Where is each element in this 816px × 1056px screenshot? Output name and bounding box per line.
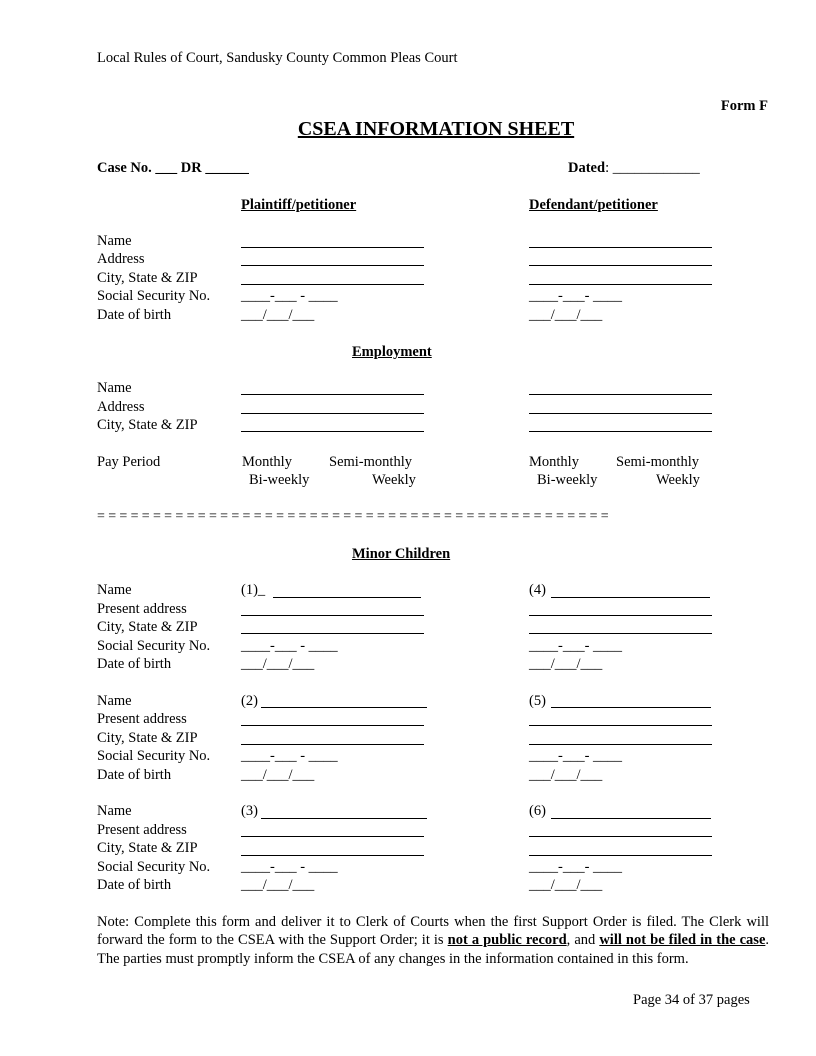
- child-2-number: (2): [241, 693, 258, 709]
- note-text-1: Note: Complete this form and deliver it to Clerk of Courts when the first Support Order is filed. The Clerk will forward the form to the CSEA with the Support Order; it is: [97, 914, 769, 949]
- note-text-3: . The parties must promptly inform the CSEA of any changes in the information contained in this form.: [97, 932, 770, 967]
- dated-field: [568, 160, 700, 176]
- child-5-address-line[interactable]: [529, 725, 712, 726]
- note-emphasis-not-public: not a public record: [447, 932, 567, 949]
- defendant-pay-monthly[interactable]: Monthly: [529, 454, 579, 470]
- child-3-ssn-field[interactable]: ____-___ - ____: [241, 859, 338, 875]
- child-4-dob-field[interactable]: ___/___/___: [529, 656, 603, 672]
- defendant-ssn-field[interactable]: ____-___- ____: [529, 288, 623, 304]
- pay-period-label: Pay Period: [97, 454, 161, 470]
- plaintiff-ssn-field[interactable]: ____-___ - ____: [241, 288, 338, 304]
- defendant-employer-address-line[interactable]: [529, 413, 712, 414]
- dated-value: : ____________: [605, 160, 700, 176]
- defendant-employer-name-line[interactable]: [529, 394, 712, 395]
- child-3-name-line[interactable]: [261, 818, 427, 819]
- note-paragraph: [97, 913, 769, 968]
- plaintiff-employer-address-line[interactable]: [241, 413, 424, 414]
- plaintiff-heading: Plaintiff/petitioner: [241, 197, 357, 213]
- child-6-ssn-field[interactable]: ____-___- ____: [529, 859, 623, 875]
- employment-heading: Employment: [352, 344, 432, 360]
- child-5-name-line[interactable]: [551, 707, 711, 708]
- child-5-number: (5): [529, 693, 546, 709]
- party-dob-label: Date of birth: [97, 307, 172, 323]
- child-1-dob-field[interactable]: ___/___/___: [241, 656, 315, 672]
- running-head: Local Rules of Court, Sandusky County Common Pleas Court: [97, 50, 458, 66]
- child-city-label: City, State & ZIP: [97, 619, 198, 635]
- dated-label: Dated: [568, 160, 606, 176]
- child-5-dob-field[interactable]: ___/___/___: [529, 767, 603, 783]
- defendant-employer-city-line[interactable]: [529, 431, 712, 432]
- child-3-number: (3): [241, 803, 258, 819]
- child-4-name-line[interactable]: [551, 597, 710, 598]
- child-5-ssn-field[interactable]: ____-___- ____: [529, 748, 623, 764]
- employment-name-label: Name: [97, 380, 132, 396]
- party-name-label: Name: [97, 233, 132, 249]
- defendant-dob-field[interactable]: ___/___/___: [529, 307, 603, 323]
- child-4-number: (4): [529, 582, 546, 598]
- child-3-city-line[interactable]: [241, 855, 424, 856]
- defendant-pay-weekly[interactable]: Weekly: [656, 472, 700, 488]
- minor-children-heading: Minor Children: [352, 546, 451, 562]
- child-name-label: Name: [97, 693, 132, 709]
- child-city-label: City, State & ZIP: [97, 840, 198, 856]
- party-city-label: City, State & ZIP: [97, 270, 198, 286]
- party-address-label: Address: [97, 251, 145, 267]
- child-name-label: Name: [97, 803, 132, 819]
- plaintiff-name-line[interactable]: [241, 247, 424, 248]
- child-4-ssn-field[interactable]: ____-___- ____: [529, 638, 623, 654]
- child-city-label: City, State & ZIP: [97, 730, 198, 746]
- child-1-number: (1)_: [241, 582, 266, 598]
- plaintiff-pay-semi-monthly[interactable]: Semi-monthly: [329, 454, 412, 470]
- page-number: Page 34 of 37 pages: [633, 992, 750, 1008]
- child-ssn-label: Social Security No.: [97, 748, 211, 764]
- child-6-city-line[interactable]: [529, 855, 712, 856]
- child-2-city-line[interactable]: [241, 744, 424, 745]
- child-3-dob-field[interactable]: ___/___/___: [241, 877, 315, 893]
- child-4-address-line[interactable]: [529, 615, 712, 616]
- plaintiff-city-line[interactable]: [241, 284, 424, 285]
- employment-city-label: City, State & ZIP: [97, 417, 198, 433]
- child-6-address-line[interactable]: [529, 836, 712, 837]
- child-ssn-label: Social Security No.: [97, 638, 211, 654]
- child-name-label: Name: [97, 582, 132, 598]
- plaintiff-dob-field[interactable]: ___/___/___: [241, 307, 315, 323]
- child-1-ssn-field[interactable]: ____-___ - ____: [241, 638, 338, 654]
- child-2-address-line[interactable]: [241, 725, 424, 726]
- section-separator: = = = = = = = = = = = = = = = = = = = = = = = = = = = = = = = = = = = = = = = = = = = = = =: [97, 509, 609, 524]
- defendant-city-line[interactable]: [529, 284, 712, 285]
- child-dob-label: Date of birth: [97, 656, 172, 672]
- note-text-2: , and: [566, 932, 600, 949]
- case-number: Case No. ___ DR ______: [97, 160, 249, 176]
- child-1-address-line[interactable]: [241, 615, 424, 616]
- employment-address-label: Address: [97, 399, 145, 415]
- child-5-city-line[interactable]: [529, 744, 712, 745]
- child-6-name-line[interactable]: [551, 818, 711, 819]
- child-address-label: Present address: [97, 601, 187, 617]
- defendant-heading: Defendant/petitioner: [529, 197, 658, 213]
- plaintiff-address-line[interactable]: [241, 265, 424, 266]
- plaintiff-pay-bi-weekly[interactable]: Bi-weekly: [249, 472, 310, 488]
- child-2-name-line[interactable]: [261, 707, 427, 708]
- defendant-address-line[interactable]: [529, 265, 712, 266]
- child-1-name-line[interactable]: [273, 597, 421, 598]
- plaintiff-pay-weekly[interactable]: Weekly: [372, 472, 416, 488]
- defendant-pay-semi-monthly[interactable]: Semi-monthly: [616, 454, 699, 470]
- child-4-city-line[interactable]: [529, 633, 712, 634]
- child-2-ssn-field[interactable]: ____-___ - ____: [241, 748, 338, 764]
- note-emphasis-not-filed: will not be filed in the case: [599, 932, 766, 949]
- defendant-pay-bi-weekly[interactable]: Bi-weekly: [537, 472, 598, 488]
- form-label: Form F: [720, 98, 768, 114]
- child-6-number: (6): [529, 803, 546, 819]
- page-title: CSEA INFORMATION SHEET: [297, 118, 575, 140]
- child-6-dob-field[interactable]: ___/___/___: [529, 877, 603, 893]
- child-dob-label: Date of birth: [97, 877, 172, 893]
- child-address-label: Present address: [97, 822, 187, 838]
- child-dob-label: Date of birth: [97, 767, 172, 783]
- plaintiff-employer-city-line[interactable]: [241, 431, 424, 432]
- child-ssn-label: Social Security No.: [97, 859, 211, 875]
- child-3-address-line[interactable]: [241, 836, 424, 837]
- party-ssn-label: Social Security No.: [97, 288, 211, 304]
- child-2-dob-field[interactable]: ___/___/___: [241, 767, 315, 783]
- child-address-label: Present address: [97, 711, 187, 727]
- plaintiff-pay-monthly[interactable]: Monthly: [242, 454, 292, 470]
- plaintiff-employer-name-line[interactable]: [241, 394, 424, 395]
- defendant-name-line[interactable]: [529, 247, 712, 248]
- child-1-city-line[interactable]: [241, 633, 424, 634]
